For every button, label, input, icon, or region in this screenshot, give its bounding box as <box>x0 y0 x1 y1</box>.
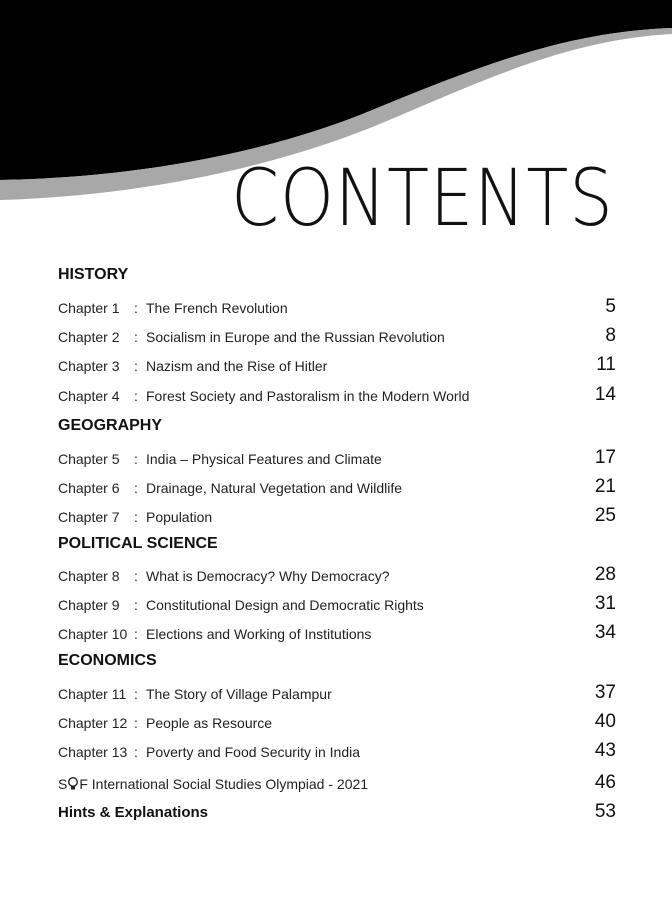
toc-row[interactable] <box>58 382 616 404</box>
separator-colon: : <box>134 744 138 760</box>
separator-colon: : <box>134 300 138 316</box>
separator-colon: : <box>134 568 138 584</box>
page-number: 40 <box>594 711 616 732</box>
section-heading-economics: ECONOMICS <box>58 652 157 669</box>
toc-row-hints[interactable] <box>58 799 616 821</box>
separator-colon: : <box>134 358 138 374</box>
separator-colon: : <box>134 451 138 467</box>
sof-prefix: S <box>58 776 68 792</box>
toc-row-olympiad[interactable] <box>58 770 616 792</box>
chapter-title: Elections and Working of Institutions <box>146 626 372 642</box>
chapter-title: Forest Society and Pastoralism in the Modern World <box>146 388 470 404</box>
separator-colon: : <box>134 715 138 731</box>
separator-colon: : <box>134 388 138 404</box>
chapter-label: Chapter 12 <box>58 715 128 731</box>
chapter-title: Socialism in Europe and the Russian Revolution <box>146 329 445 345</box>
toc-row[interactable] <box>58 294 616 316</box>
separator-colon: : <box>134 597 138 613</box>
toc-row[interactable] <box>58 591 616 613</box>
page-number: 5 <box>605 296 616 317</box>
separator-colon: : <box>134 480 138 496</box>
page-number: 21 <box>594 476 616 497</box>
bulb-icon <box>67 777 79 791</box>
page-number: 17 <box>594 447 616 468</box>
toc-row[interactable] <box>58 474 616 496</box>
chapter-label: Chapter 6 <box>58 480 120 496</box>
page-number: 34 <box>594 622 616 643</box>
olympiad-title <box>58 776 368 792</box>
toc-row[interactable] <box>58 562 616 584</box>
page-number: 37 <box>594 682 616 703</box>
page-title: CONTENTS <box>231 154 614 244</box>
section-heading-history: HISTORY <box>58 266 129 283</box>
page-number: 11 <box>596 354 616 375</box>
section-heading-geography: GEOGRAPHY <box>58 417 163 434</box>
chapter-label: Chapter 5 <box>58 451 120 467</box>
page-number: 8 <box>605 325 616 346</box>
chapter-title: Drainage, Natural Vegetation and Wildlife <box>146 480 403 496</box>
chapter-title: Population <box>146 509 213 525</box>
hints-explanations-label: Hints & Explanations <box>58 804 209 821</box>
chapter-title: India – Physical Features and Climate <box>146 451 382 467</box>
chapter-label: Chapter 9 <box>58 597 120 613</box>
toc-row[interactable] <box>58 620 616 642</box>
banner-black-shape <box>0 0 672 180</box>
toc-row[interactable] <box>58 680 616 702</box>
chapter-title: People as Resource <box>146 715 273 731</box>
chapter-title: Poverty and Food Security in India <box>146 744 361 760</box>
chapter-label: Chapter 13 <box>58 744 128 760</box>
section-heading-political-science: POLITICAL SCIENCE <box>58 535 218 552</box>
chapter-label: Chapter 10 <box>58 626 128 642</box>
page-number: 28 <box>594 564 616 585</box>
toc-row[interactable] <box>58 445 616 467</box>
toc-row[interactable] <box>58 352 616 374</box>
separator-colon: : <box>134 626 138 642</box>
page-number: 31 <box>594 593 616 614</box>
separator-colon: : <box>134 509 138 525</box>
toc-row[interactable] <box>58 709 616 731</box>
page-number: 46 <box>594 772 616 793</box>
chapter-title: What is Democracy? Why Democracy? <box>146 568 390 584</box>
chapter-title: The French Revolution <box>146 300 288 316</box>
chapter-label: Chapter 7 <box>58 509 120 525</box>
chapter-label: Chapter 1 <box>58 300 120 316</box>
chapter-label: Chapter 4 <box>58 388 120 404</box>
chapter-label: Chapter 8 <box>58 568 120 584</box>
separator-colon: : <box>134 686 138 702</box>
chapter-title: The Story of Village Palampur <box>146 686 332 702</box>
chapter-label: Chapter 2 <box>58 329 120 345</box>
toc-row[interactable] <box>58 323 616 345</box>
chapter-label: Chapter 3 <box>58 358 120 374</box>
separator-colon: : <box>134 329 138 345</box>
chapter-title: Constitutional Design and Democratic Rights <box>146 597 424 613</box>
page-number: 25 <box>594 505 616 526</box>
page-number: 53 <box>594 801 616 822</box>
chapter-title: Nazism and the Rise of Hitler <box>146 358 328 374</box>
toc-row[interactable] <box>58 738 616 760</box>
chapter-label: Chapter 11 <box>58 686 127 702</box>
page-number: 43 <box>594 740 616 761</box>
toc-row[interactable] <box>58 503 616 525</box>
page-number: 14 <box>594 384 616 405</box>
olympiad-text: F International Social Studies Olympiad - 2021 <box>79 776 369 792</box>
